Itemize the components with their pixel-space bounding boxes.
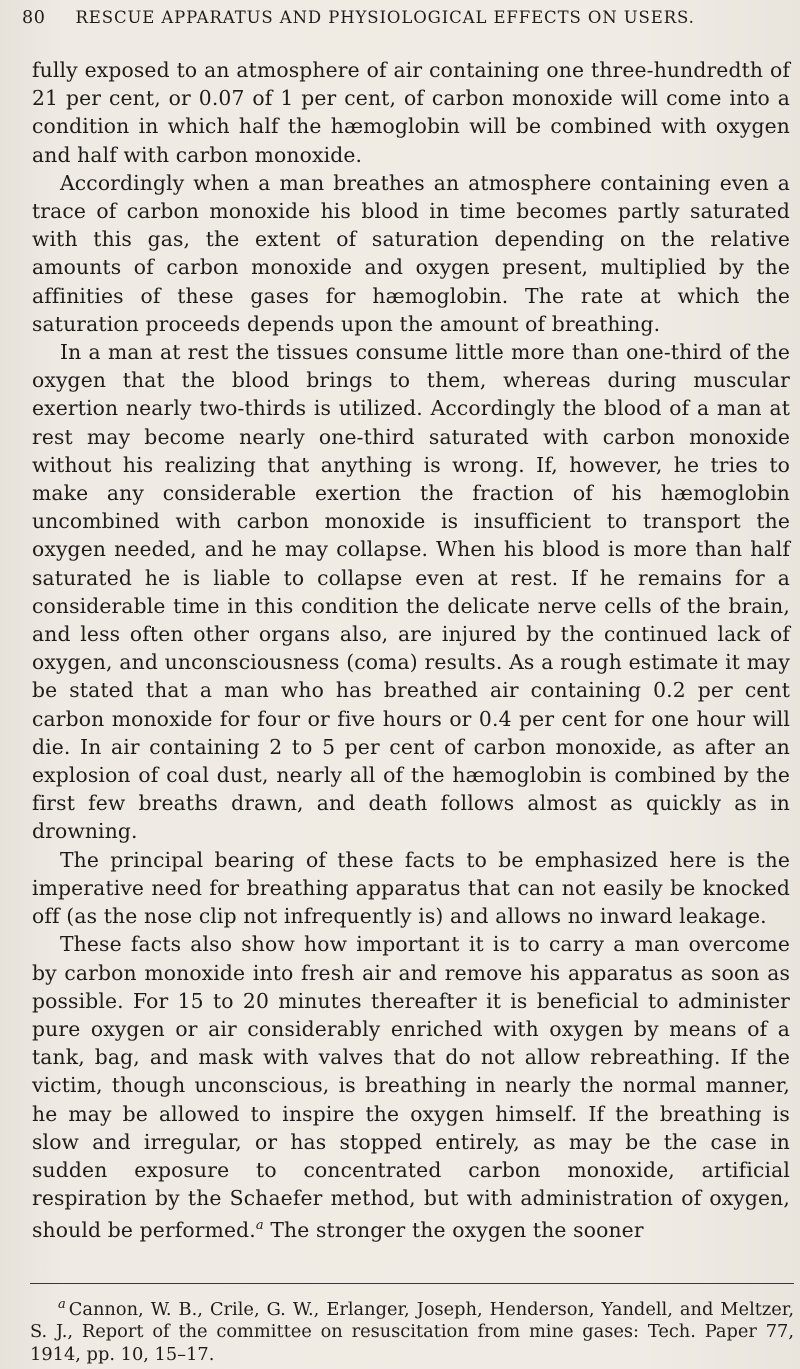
footnote-text: Cannon, W. B., Crile, G. W., Erlanger, Joseph, Henderson, Yandell, and Meltzer, S. J., Report of the committee on resuscitation from mine gases: Tech. Paper 77, 1914, pp. 10, 15–17. (30, 1298, 794, 1365)
footnote-reference: a (255, 1218, 264, 1234)
footnote-divider (30, 1283, 794, 1284)
paragraph-3: In a man at rest the tissues consume little more than one-third of the oxygen that the blood brings to them, whereas during muscular exertion nearly two-thirds is utilized. Accordingly the blood of a man at rest may become nearly one-third saturated with carbon monoxide without his realizing that anything is wrong. If, however, he tries to make any considerable exertion the fraction of his hæmoglobin uncombined with carbon monoxide is insufficient to transport the oxygen needed, and he may collapse. When his blood is more than half saturated he is liable to collapse even at rest. If he remains for a considerable time in this condition the delicate nerve cells of the brain, and less often other organs also, are injured by the continued lack of oxygen, and unconsciousness (coma) results. As a rough estimate it may be stated that a man who has breathed air containing 0.2 per cent carbon monoxide for four or five hours or 0.4 per cent for one hour will die. In air containing 2 to 5 per cent of carbon monoxide, as after an explosion of coal dust, nearly all of the hæmoglobin is combined by the first few breaths drawn, and death follows almost as quickly as in drowning. (32, 340, 790, 844)
page-number: 80 (22, 8, 46, 28)
footnote-mark: a (58, 1297, 66, 1312)
paragraph-4: The principal bearing of these facts to be emphasized here is the imperative need for breathing apparatus that can not easily be knocked off (as the nose clip not infrequently is) and allows no inward leakage. (32, 847, 790, 929)
paragraph-5-continuation: The stronger the oxygen the sooner (263, 1218, 644, 1243)
paragraph-5 (32, 930, 790, 1244)
footnote (30, 1294, 794, 1366)
paragraph-2: Accordingly when a man breathes an atmosphere containing even a trace of carbon monoxide his blood in time becomes partly saturated with this gas, the extent of saturation depending on the relative amounts of carbon monoxide and oxygen present, multiplied by the affinities of these gases for hæmoglobin. The rate at which the saturation proceeds depends upon the amount of breathing. (32, 170, 790, 336)
paragraph-1: fully exposed to an atmosphere of air containing one three-hundredth of 21 per cent, or 0.07 of 1 per cent, of carbon monoxide will come into a condition in which half the hæmoglobin will be combined with oxygen and half with carbon monoxide. (32, 58, 790, 167)
body-text (32, 56, 790, 1244)
running-title: RESCUE APPARATUS AND PHYSIOLOGICAL EFFECTS ON USERS. (75, 8, 695, 27)
paragraph-5-text: These facts also show how important it is to carry a man overcome by carbon monoxide into fresh air and remove his apparatus as soon as possible. For 15 to 20 minutes thereafter it is beneficial to administer pure oxygen or air considerably enriched with oxygen by means of a tank, bag, and mask with valves that do not allow rebreathing. If the victim, though unconscious, is breathing in nearly the normal manner, he may be allowed to inspire the oxygen himself. If the breathing is slow and irregular, or has stopped entirely, as may be the case in sudden exposure to concentrated carbon monoxide, artificial respiration by the Schaefer method, but with administration of oxygen, should be performed. (32, 932, 790, 1243)
running-header (22, 8, 782, 28)
